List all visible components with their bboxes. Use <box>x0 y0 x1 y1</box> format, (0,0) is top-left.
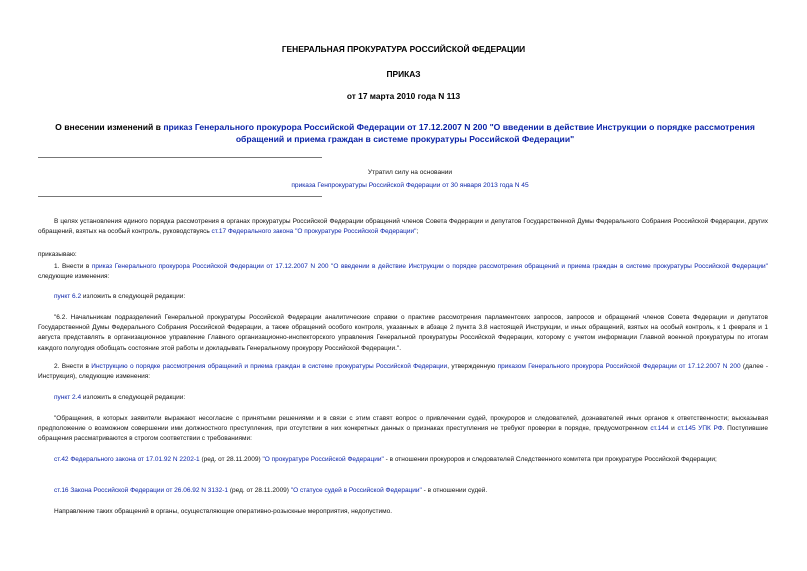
item-2-mid: , утвержденную <box>447 363 498 370</box>
title-prefix: О внесении изменений в <box>55 122 164 132</box>
quote-24-text-c: . Поступившие обращения рассматриваются в строгом соответствии с требованиями: <box>38 425 769 443</box>
item-1-paragraph <box>38 262 768 282</box>
punkt-62-link[interactable]: пункт 6.2 <box>54 293 82 300</box>
preamble-end: ; <box>416 228 419 236</box>
preamble-paragraph <box>38 217 768 237</box>
divider-top <box>38 157 322 158</box>
law-17-link[interactable]: ст.17 Федерального закона "О прокуратуре Российской Федерации" <box>211 228 417 236</box>
quote-24-text-b: и <box>668 425 678 433</box>
judges-status-link[interactable]: "О статусе судей в Российской Федерации" <box>290 487 422 494</box>
instruction-link[interactable]: Инструкцию о порядке рассмотрения обращений и приема граждан в системе прокуратуры Российской Федерации <box>91 363 448 370</box>
item-2-paragraph <box>38 362 768 382</box>
quote-62-paragraph: "6.2. Начальникам подразделений Генеральной прокуратуры Российской Федерации аналитические справки о практике рассмотрения парламентских запросов, запросов и обращений членов Совета Федерации и депутатов Государственной Думы Федерального Собрания Российской Федерации, а также обращений особого контроля, указанных в абзаце 2 пункта 3.8 настоящей Инструкции, и иных обращений, взятых на особый контроль, к 1 февраля и 1 августа представлять в организационное управление Главного организационно-инспекторского управления Генеральной прокуратуры Российской Федерации, которому с учетом информации Главной военной прокуратуры по итогам каждого полугодия обобщать состояние этой работы и докладывать Генеральному прокурору Российской Федерации.". <box>38 314 768 352</box>
doc-type-heading: ПРИКАЗ <box>386 69 421 79</box>
order-200-approval-link[interactable]: приказом Генерального прокурора Российской Федерации от 17.12.2007 N 200 <box>497 363 741 370</box>
law-42-link[interactable]: ст.42 Федерального закона от 17.01.92 N 2202-1 <box>54 456 200 463</box>
punkt-62-text: изложить в следующей редакции: <box>81 293 186 300</box>
document-title <box>40 121 770 145</box>
punkt-24-paragraph <box>38 393 768 403</box>
item-2-end: (далее - Инструкция), следующие изменения: <box>38 363 768 381</box>
punkt-62-paragraph <box>38 292 768 302</box>
status-note-text: Утратил силу на основании <box>367 169 453 176</box>
law-16-mid: (ред. от 28.11.2009) <box>228 487 291 494</box>
closing-paragraph: Направление таких обращений в органы, осуществляющие оперативно-розыскные мероприятия, недопустимо. <box>54 508 393 515</box>
divider-bottom <box>38 196 322 197</box>
law-42-mid: (ред. от 28.11.2009) <box>199 456 263 463</box>
law-16-end: - в отношении судей. <box>421 487 488 494</box>
status-note-link[interactable]: приказа Генпрокуратуры Российской Федерации от 30 января 2013 года N 45 <box>291 182 529 189</box>
agency-heading: ГЕНЕРАЛЬНАЯ ПРОКУРАТУРА РОССИЙСКОЙ ФЕДЕРАЦИИ <box>281 44 526 54</box>
date-number-heading: от 17 марта 2010 года N 113 <box>346 91 461 101</box>
law-42-end: - в отношении прокуроров и следователей Следственного комитета при прокуратуре Российской Федерации; <box>383 456 717 463</box>
prosecutor-law-link[interactable]: "О прокуратуре Российской Федерации" <box>262 456 384 463</box>
law-16-paragraph <box>38 486 768 496</box>
upk-145-link[interactable]: ст.145 УПК РФ <box>677 425 723 433</box>
item-1-text: 1. Внести в <box>54 263 92 270</box>
punkt-24-link[interactable]: пункт 2.4 <box>54 394 82 401</box>
status-note <box>250 166 570 192</box>
quote-24-text-a: "Обращения, в которых заявители выражают несогласие с принятыми решениями и в связи с этим ставят вопрос о привлечении судей, прокуроров и следователей, дознавателей иных органов к ответственности; высказывая предположение о возможном совершении ими должностного преступления, при отсутствии в них конкретных данных о признаках преступления не требуют проверки в порядке, предусмотренном <box>38 415 768 433</box>
law-42-paragraph <box>38 455 768 465</box>
order-word: приказываю: <box>38 251 77 258</box>
quote-24-paragraph <box>38 414 768 445</box>
punkt-24-text: изложить в следующей редакции: <box>81 394 186 401</box>
upk-144-link[interactable]: ст.144 <box>650 425 669 433</box>
title-link[interactable]: приказ Генерального прокурора Российской Федерации от 17.12.2007 N 200 "О введении в действие Инструкции о порядке рассмотрения обращений и приема граждан в системе прокуратуры Российской Федерации" <box>163 122 755 144</box>
item-1-end: следующие изменения: <box>38 273 110 281</box>
law-16-link[interactable]: ст.16 Закона Российской Федерации от 26.06.92 N 3132-1 <box>54 487 229 494</box>
preamble-text: В целях установления единого порядка рассмотрения в органах прокуратуры Российской Федерации обращений членов Совета Федерации и депутатов Государственной Думы Федерального Собрания Российской Федерации, других обращений, взятых на особый контроль, руководствуясь <box>38 218 768 236</box>
order-200-link[interactable]: приказ Генерального прокурора Российской Федерации от 17.12.2007 N 200 "О введении в действие Инструкции о порядке рассмотрения обращений и приема граждан в системе прокуратуры Российской Федерации" <box>91 263 768 270</box>
item-2-text: 2. Внести в <box>54 363 92 370</box>
